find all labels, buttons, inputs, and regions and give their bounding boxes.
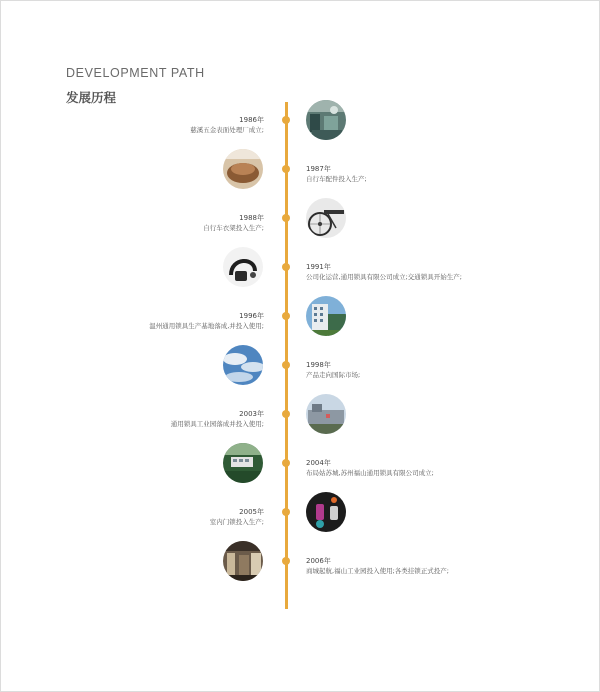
milestone-1988 [203, 214, 264, 233]
milestone-desc: 慈溪五金表面处理厂成立; [190, 125, 264, 134]
milestone-desc: 自行车配件投入生产; [306, 174, 367, 183]
milestone-year: 2005年 [239, 508, 264, 516]
milestone-2003 [171, 410, 264, 429]
lock-cable-photo [223, 247, 263, 287]
timeline-dot [282, 165, 290, 173]
timeline-dot [282, 361, 290, 369]
milestone-year: 1996年 [239, 312, 264, 320]
milestone-year: 2004年 [306, 459, 331, 467]
page-title-en: DEVELOPMENT PATH [66, 66, 205, 80]
timeline-dot [282, 557, 290, 565]
milestone-year: 2006年 [306, 557, 331, 565]
milestone-year: 1986年 [239, 116, 264, 124]
milestone-desc: 温州通用锁具生产基地落成,并投入使用; [149, 321, 264, 330]
milestone-desc: 产品走向国际市场; [306, 370, 361, 379]
milestone-year: 1991年 [306, 263, 331, 271]
milestone-2006 [306, 557, 449, 576]
timeline-dot [282, 116, 290, 124]
page-title-cn: 发展历程 [66, 90, 117, 105]
timeline-axis [285, 102, 288, 609]
milestone-year: 1988年 [239, 214, 264, 222]
timeline-dot [282, 214, 290, 222]
bicycle-parts-photo [223, 149, 263, 189]
office-building-photo [306, 296, 346, 336]
milestone-1996 [149, 312, 264, 331]
milestone-desc: 商城起航,福山工业园投入使用;各类挂锁正式投产; [306, 566, 449, 575]
milestone-year: 1998年 [306, 361, 331, 369]
timeline-dot [282, 459, 290, 467]
milestone-2004 [306, 459, 434, 478]
timeline-dot [282, 410, 290, 418]
milestone-desc: 通用锁具工业园落成并投入使用; [170, 419, 264, 428]
timeline-dot [282, 508, 290, 516]
milestone-1998 [306, 361, 360, 380]
milestone-desc: 室内门锁投入生产; [209, 517, 264, 526]
suzhou-campus-photo [223, 443, 263, 483]
milestone-year: 2003年 [239, 410, 264, 418]
industrial-park-photo [306, 394, 346, 434]
timeline-dot [282, 312, 290, 320]
bicycle-wheel-photo [306, 198, 346, 238]
milestone-year: 1987年 [306, 165, 331, 173]
showroom-interior-photo [223, 541, 263, 581]
milestone-desc: 公司化运营,通用锁具有限公司成立;交通锁具开始生产; [306, 272, 462, 281]
sky-clouds-photo [223, 345, 263, 385]
timeline-dot [282, 263, 290, 271]
milestone-2005 [210, 508, 264, 527]
factory-machinery-photo [306, 100, 346, 140]
milestone-1991 [306, 263, 462, 282]
milestone-1986 [190, 116, 264, 135]
milestone-desc: 自行车衣架投入生产; [203, 223, 264, 232]
milestone-desc: 布局姑苏城,苏州福山通用锁具有限公司成立; [306, 468, 434, 477]
milestone-1987 [306, 165, 367, 184]
door-lock-product-photo [306, 492, 346, 532]
